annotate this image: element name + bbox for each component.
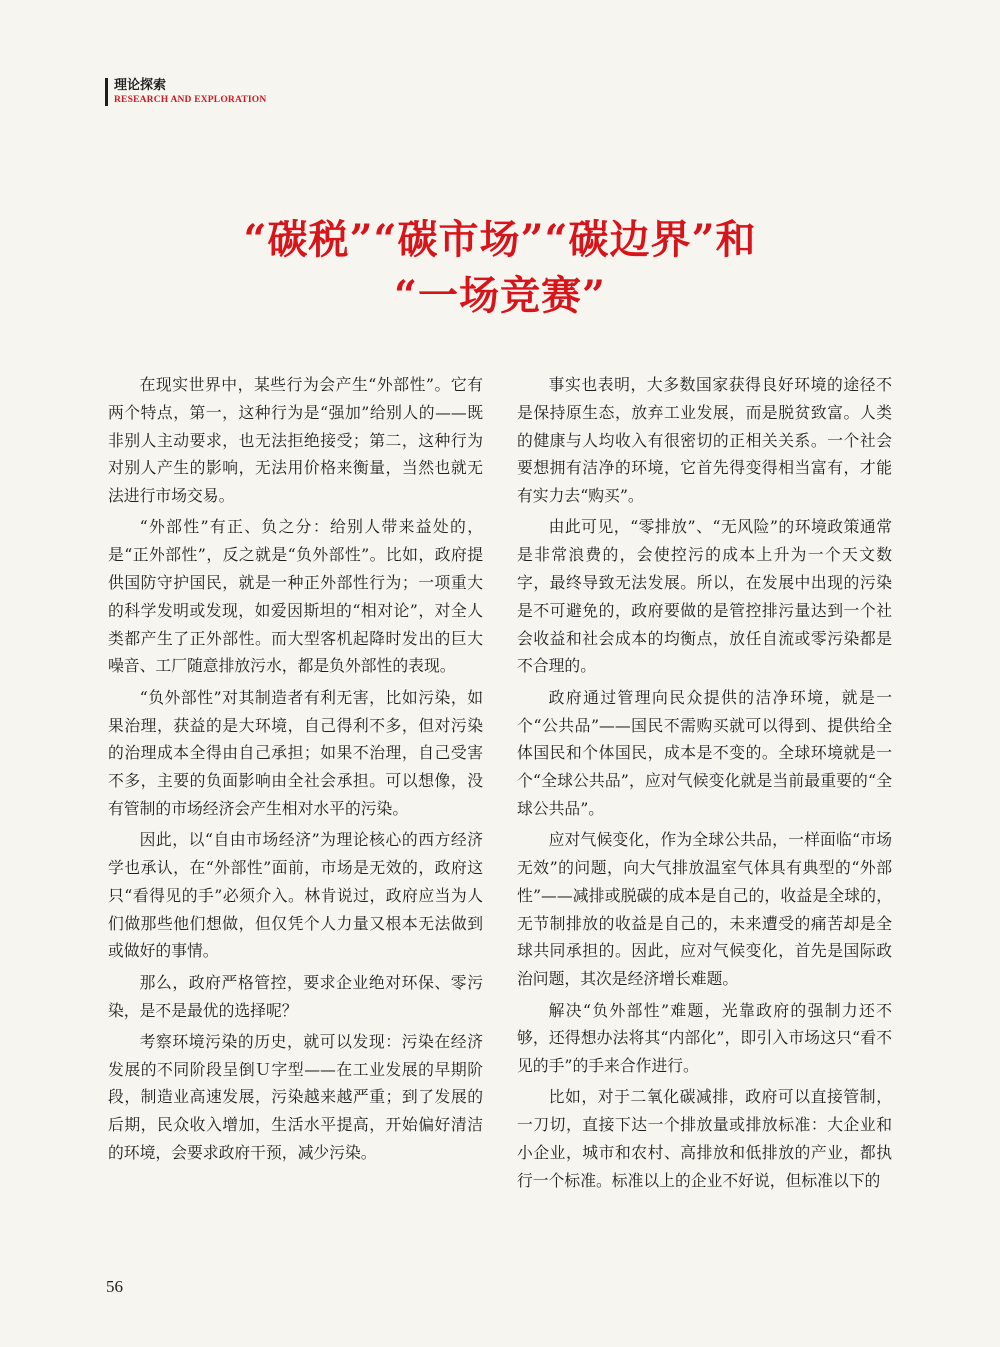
paragraph: “负外部性”对其制造者有利无害，比如污染，如果治理，获益的是大环境，自己得利不多，但对污染的治理成本全得由自己承担；如果不治理，自己受害不多，主要的负面影响由全社会承担。可以想像，没有管制的市场经济会产生相对水平的污染。 (108, 687, 483, 818)
paragraph: 那么，政府严格管控，要求企业绝对环保、零污染，是不是最优的选择呢？ (108, 972, 483, 1020)
paragraph: 事实也表明，大多数国家获得良好环境的途径不是保持原生态，放弃工业发展，而是脱贫致富。人类的健康与人均收入有很密切的正相关关系。一个社会要想拥有洁净的环境，它首先得变得相当富有，才能有实力去“购买”。 (517, 375, 892, 506)
section-title-cn: 理论探索 (114, 78, 167, 93)
paragraph: 在现实世界中，某些行为会产生“外部性”。它有两个特点，第一，这种行为是“强加”给别人的——既非别人主动要求，也无法拒绝接受；第二，这种行为对别人产生的影响，无法用价格来衡量，当然也就无法进行市场交易。 (108, 375, 483, 506)
paragraph: 应对气候变化，作为全球公共品，一样面临“市场无效”的问题，向大气排放温室气体具有典型的“外部性”——减排或脱碳的成本是自己的，收益是全球的，无节制排放的收益是自己的，未来遭受的痛苦却是全球共同承担的。因此，应对气候变化，首先是国际政治问题，其次是经济增长难题。 (517, 830, 892, 989)
paragraph: 考察环境污染的历史，就可以发现：污染在经济发展的不同阶段呈倒Ｕ字型——在工业发展的早期阶段，制造业高速发展，污染越来越严重；到了发展的后期，民众收入增加，生活水平提高，开始偏好清洁的环境，会要求政府干预，减少污染。 (108, 1031, 483, 1163)
paragraph: 解决“负外部性”难题，光靠政府的强制力还不够，还得想办法将其“内部化”，即引入市场这只“看不见的手”的手来合作进行。 (517, 1000, 892, 1076)
section-header (105, 78, 266, 106)
paragraph: 因此，以“自由市场经济”为理论核心的西方经济学也承认，在“外部性”面前，市场是无效的，政府这只“看得见的手”必须介入。林肯说过，政府应当为人们做那些他们想做，但仅凭个人力量又根本无法做到或做好的事情。 (108, 830, 483, 961)
left-column (108, 371, 483, 1170)
page-number: 56 (106, 1277, 123, 1296)
article-title (0, 212, 1000, 324)
paragraph: 由此可见，“零排放”、“无风险”的环境政策通常是非常浪费的，会使控污的成本上升为一个天文数字，最终导致无法发展。所以，在发展中出现的污染是不可避免的，政府要做的是管控排污量达到一个社会收益和社会成本的均衡点，放任自流或零污染都是不合理的。 (517, 517, 892, 676)
right-column (517, 371, 892, 1198)
paragraph: 政府通过管理向民众提供的洁净环境，就是一个“公共品”——国民不需购买就可以得到、提供给全体国民和个体国民，成本是不变的。全球环境就是一个“全球公共品”，应对气候变化就是当前最重要的“全球公共品”。 (517, 687, 892, 818)
article-title-line-2: “一场竞赛” (393, 272, 606, 319)
article-title-line-1: “碳税”“碳市场”“碳边界”和 (243, 216, 757, 263)
section-title-en: RESEARCH AND EXPLORATION (114, 95, 267, 105)
paragraph: 比如，对于二氧化碳减排，政府可以直接管制，一刀切，直接下达一个排放量或排放标准：大企业和小企业，城市和农村、高排放和低排放的产业，都执行一个标准。标准以上的企业不好说，但标准以下的 (517, 1087, 892, 1190)
paragraph: “外部性”有正、负之分：给别人带来益处的，是“正外部性”，反之就是“负外部性”。比如，政府提供国防守护国民，就是一种正外部性行为；一项重大的科学发明或发现，如爱因斯坦的“相对论”，对全人类都产生了正外部性。而大型客机起降时发出的巨大噪音、工厂随意排放污水，都是负外部性的表现。 (108, 517, 483, 676)
